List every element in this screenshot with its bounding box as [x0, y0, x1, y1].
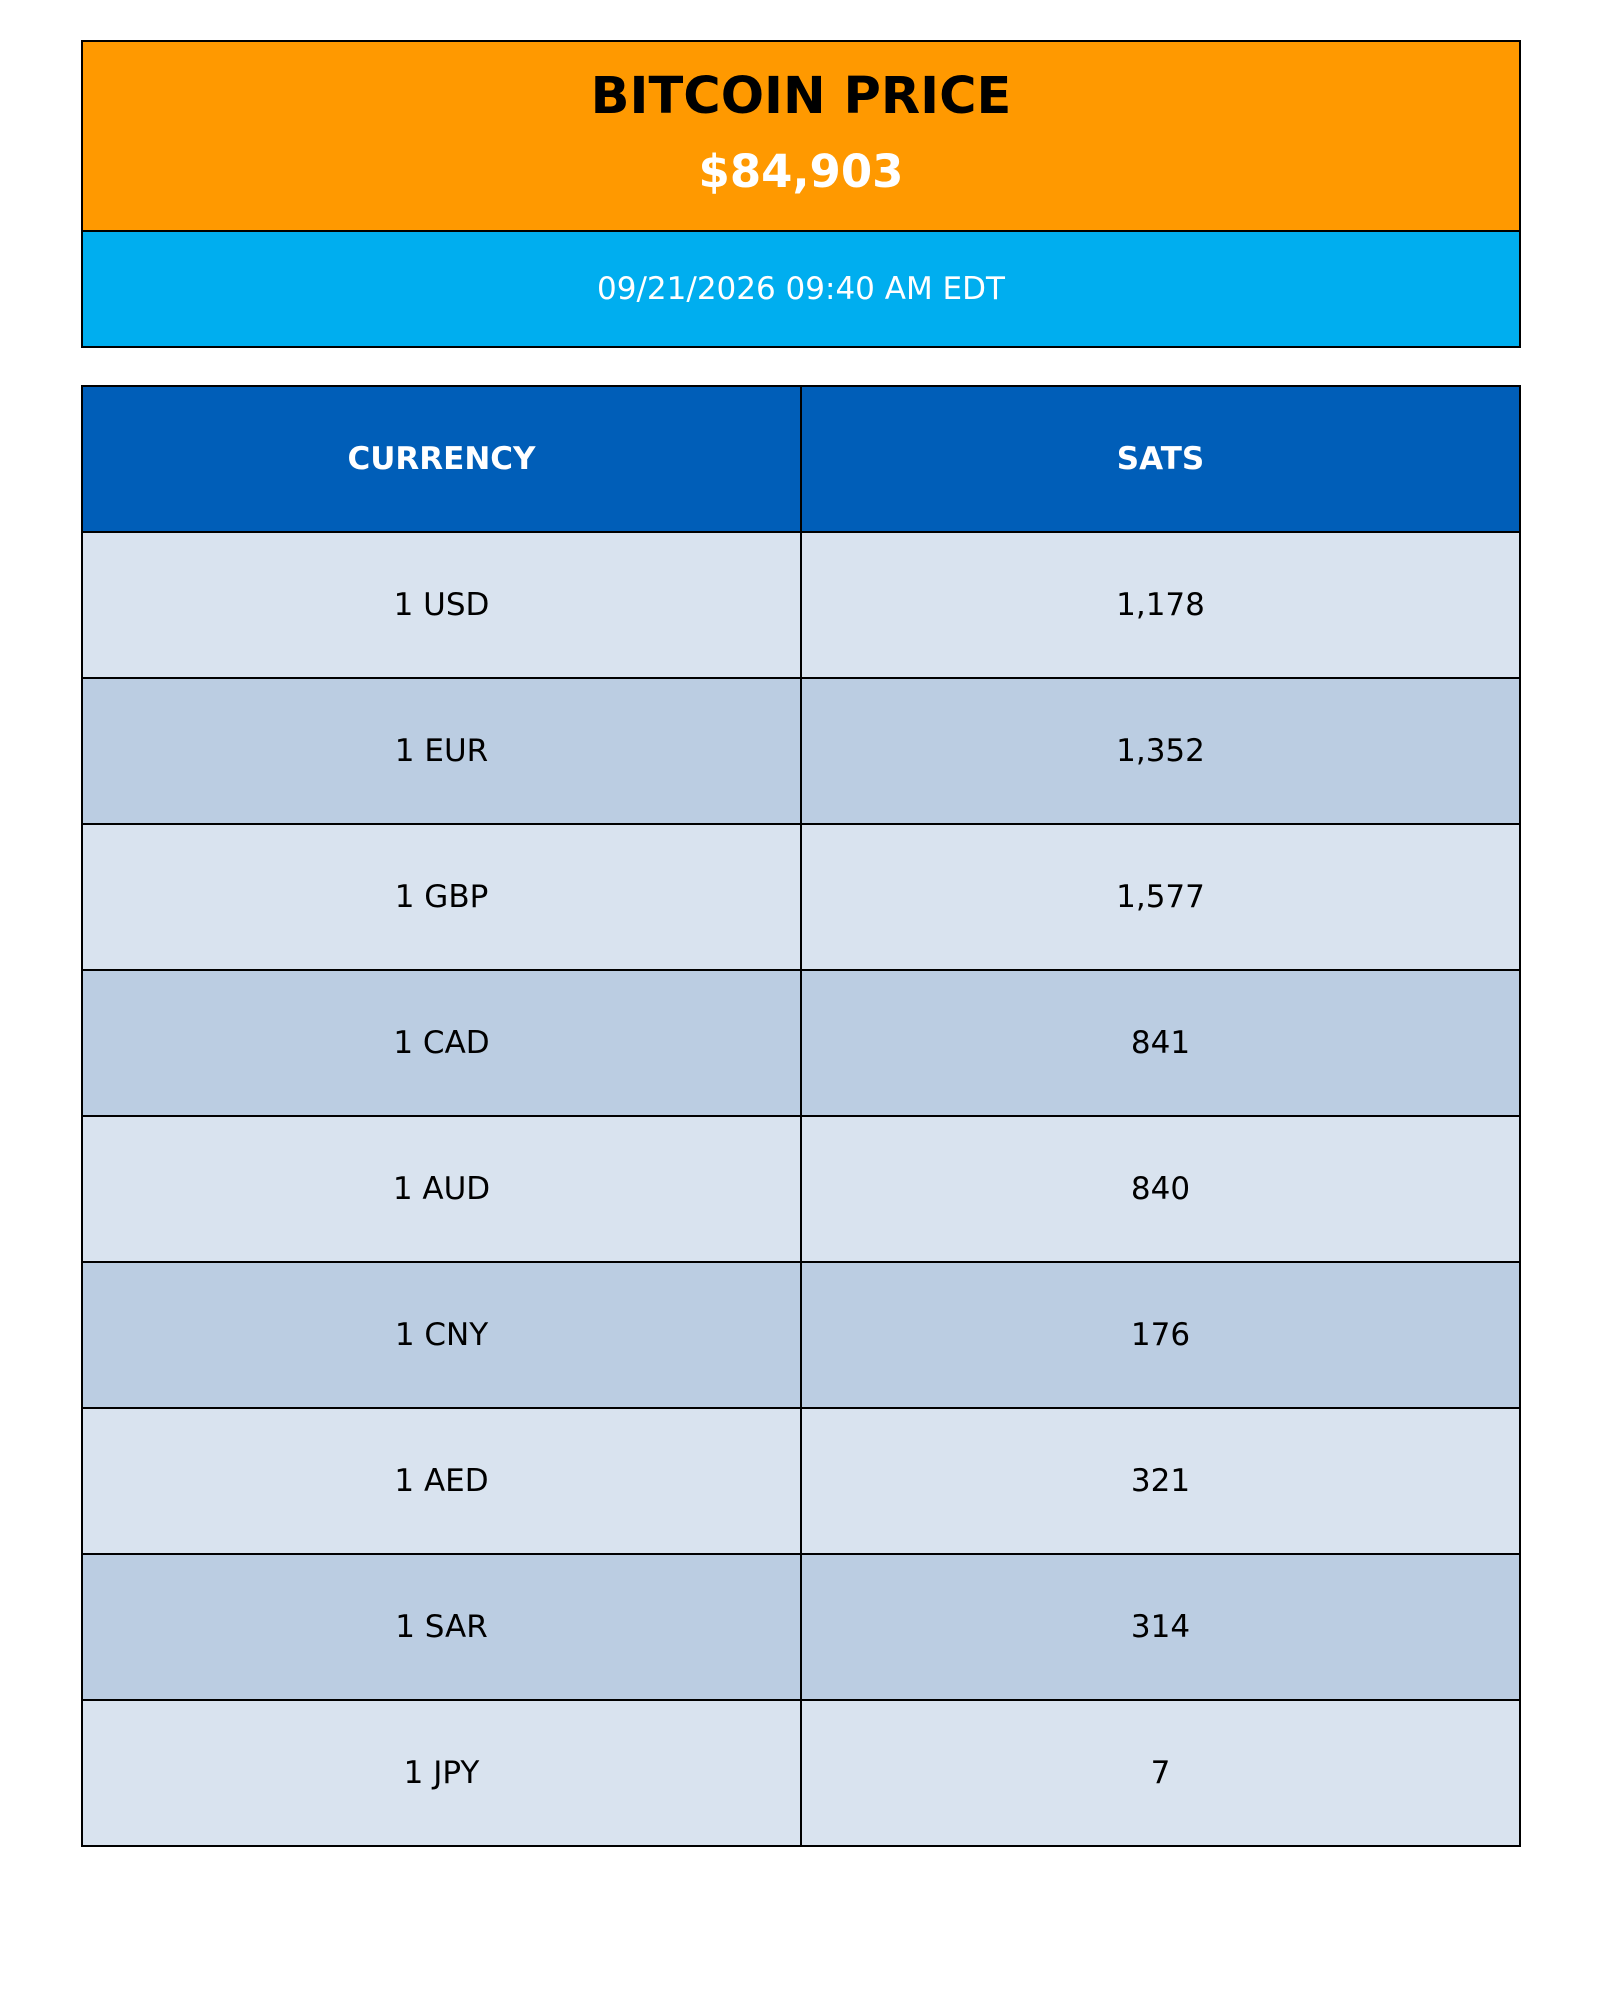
currency-cell: 1 USD — [82, 532, 801, 678]
sats-cell: 176 — [801, 1262, 1520, 1408]
timestamp-bar — [81, 232, 1521, 348]
table-row — [82, 1262, 1520, 1408]
bitcoin-price: $84,903 — [698, 145, 904, 198]
sats-cell: 840 — [801, 1116, 1520, 1262]
sats-cell: 1,577 — [801, 824, 1520, 970]
table-row — [82, 1700, 1520, 1846]
currency-cell: 1 AED — [82, 1408, 801, 1554]
sats-cell: 1,178 — [801, 532, 1520, 678]
currency-cell: 1 AUD — [82, 1116, 801, 1262]
currency-cell: 1 EUR — [82, 678, 801, 824]
sats-cell: 321 — [801, 1408, 1520, 1554]
table-header-row — [82, 386, 1520, 532]
column-header-sats: SATS — [801, 386, 1520, 532]
page-title: BITCOIN PRICE — [590, 67, 1012, 126]
currency-cell: 1 SAR — [82, 1554, 801, 1700]
table-row — [82, 1408, 1520, 1554]
table-row — [82, 532, 1520, 678]
currency-cell: 1 GBP — [82, 824, 801, 970]
price-header — [81, 40, 1521, 232]
currency-cell: 1 JPY — [82, 1700, 801, 1846]
table-row — [82, 1554, 1520, 1700]
currency-cell: 1 CAD — [82, 970, 801, 1116]
table-row — [82, 970, 1520, 1116]
table-row — [82, 678, 1520, 824]
table-row — [82, 824, 1520, 970]
table-row — [82, 1116, 1520, 1262]
column-header-currency: CURRENCY — [82, 386, 801, 532]
sats-cell: 314 — [801, 1554, 1520, 1700]
rates-table — [81, 385, 1521, 1847]
timestamp: 09/21/2026 09:40 AM EDT — [597, 271, 1005, 307]
currency-cell: 1 CNY — [82, 1262, 801, 1408]
sats-cell: 841 — [801, 970, 1520, 1116]
sats-cell: 7 — [801, 1700, 1520, 1846]
sats-cell: 1,352 — [801, 678, 1520, 824]
